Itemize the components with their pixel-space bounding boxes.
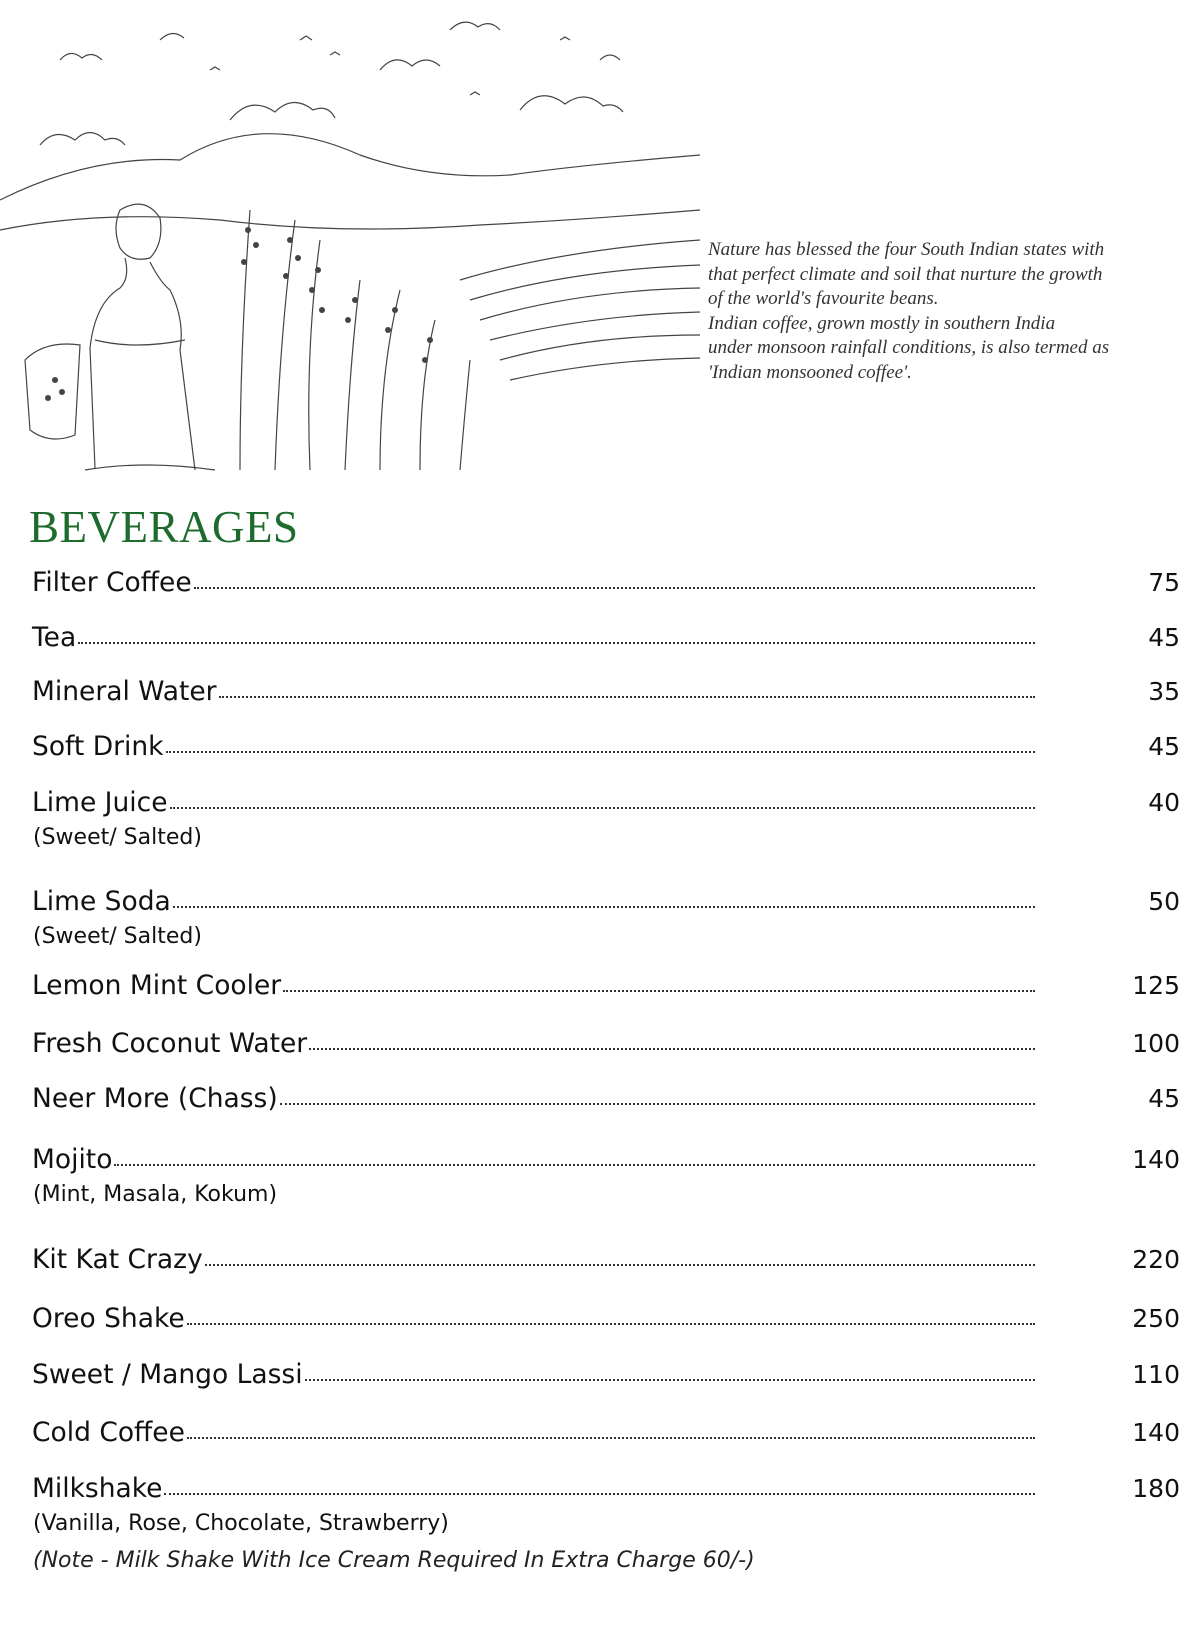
menu-item	[30, 563, 1180, 603]
menu-item	[30, 727, 1180, 767]
item-note: (Note - Milk Shake With Ice Cream Required In Extra Charge 60/-)	[33, 1548, 755, 1573]
item-price: 140	[1132, 1145, 1180, 1174]
dot-leader	[173, 906, 1035, 908]
item-price: 140	[1132, 1418, 1180, 1447]
item-price: 45	[1148, 732, 1180, 761]
dot-leader	[205, 1264, 1035, 1266]
dot-leader	[283, 990, 1035, 992]
item-name: Mojito	[32, 1144, 113, 1175]
dot-leader	[114, 1164, 1035, 1166]
intro-line: that perfect climate and soil that nurture the growth	[708, 263, 1103, 285]
dot-leader	[194, 587, 1035, 589]
cloud-icon	[520, 96, 623, 112]
coffee-plant-icon	[240, 210, 470, 470]
item-price: 35	[1148, 677, 1180, 706]
menu-item	[30, 1469, 1180, 1509]
item-detail: (Sweet/ Salted)	[33, 825, 202, 850]
item-price: 40	[1148, 788, 1180, 817]
item-price: 220	[1132, 1245, 1180, 1274]
menu-item	[30, 882, 1180, 922]
menu-item	[30, 672, 1180, 712]
item-price: 75	[1148, 568, 1180, 597]
dot-leader	[164, 1493, 1035, 1495]
dot-leader	[187, 1437, 1035, 1439]
item-price: 180	[1132, 1474, 1180, 1503]
cloud-icon	[40, 133, 125, 146]
item-detail: (Mint, Masala, Kokum)	[33, 1182, 278, 1207]
menu-item	[30, 1079, 1180, 1119]
coffee-plantation-illustration	[0, 0, 700, 500]
menu-item	[30, 1024, 1180, 1064]
item-name: Lime Soda	[32, 886, 171, 917]
item-price: 100	[1132, 1029, 1180, 1058]
dot-leader	[305, 1379, 1035, 1381]
item-price: 125	[1132, 971, 1180, 1000]
item-name: Fresh Coconut Water	[32, 1028, 308, 1059]
menu-item	[30, 1413, 1180, 1453]
item-price: 45	[1148, 623, 1180, 652]
picker-figure-icon	[116, 204, 161, 259]
item-name: Milkshake	[32, 1473, 163, 1504]
item-detail: (Sweet/ Salted)	[33, 924, 202, 949]
item-name: Soft Drink	[32, 731, 164, 762]
item-name: Oreo Shake	[32, 1303, 185, 1334]
cloud-icon	[230, 102, 335, 120]
cloud-icon	[380, 60, 440, 70]
dot-leader	[280, 1103, 1035, 1105]
item-price: 110	[1132, 1360, 1180, 1389]
intro-line: Nature has blessed the four South Indian states with	[708, 239, 1105, 260]
dot-leader	[166, 751, 1035, 753]
item-name: Tea	[32, 622, 77, 653]
item-name: Mineral Water	[32, 676, 217, 707]
item-name: Neer More (Chass)	[32, 1083, 278, 1114]
intro-line: 'Indian monsooned coffee'.	[708, 361, 912, 383]
menu-item	[30, 1140, 1180, 1180]
item-detail: (Vanilla, Rose, Chocolate, Strawberry)	[33, 1511, 449, 1536]
menu-item	[30, 1240, 1180, 1280]
item-name: Lime Juice	[32, 787, 168, 818]
item-name: Sweet / Mango Lassi	[32, 1359, 303, 1390]
hills-icon	[0, 134, 700, 200]
dot-leader	[219, 696, 1035, 698]
menu-item	[30, 618, 1180, 658]
section-title: BEVERAGES	[29, 502, 299, 552]
intro-line: of the world's favourite beans.	[708, 288, 939, 309]
dot-leader	[187, 1323, 1035, 1325]
menu-item	[30, 1299, 1180, 1339]
item-name: Filter Coffee	[32, 567, 192, 598]
dot-leader	[78, 642, 1035, 644]
menu-item	[30, 966, 1180, 1006]
menu-item	[30, 1355, 1180, 1395]
dot-leader	[309, 1048, 1035, 1050]
intro-text	[708, 238, 1188, 385]
dot-leader	[170, 807, 1035, 809]
intro-line: under monsoon rainfall conditions, is also termed as	[708, 337, 1110, 358]
item-name: Lemon Mint Cooler	[32, 970, 282, 1001]
menu-item	[30, 783, 1180, 823]
item-price: 50	[1148, 887, 1180, 916]
item-name: Kit Kat Crazy	[32, 1244, 203, 1275]
intro-line: Indian coffee, grown mostly in southern India	[708, 312, 1056, 334]
item-name: Cold Coffee	[32, 1417, 185, 1448]
item-price: 250	[1132, 1304, 1180, 1333]
item-price: 45	[1148, 1084, 1180, 1113]
